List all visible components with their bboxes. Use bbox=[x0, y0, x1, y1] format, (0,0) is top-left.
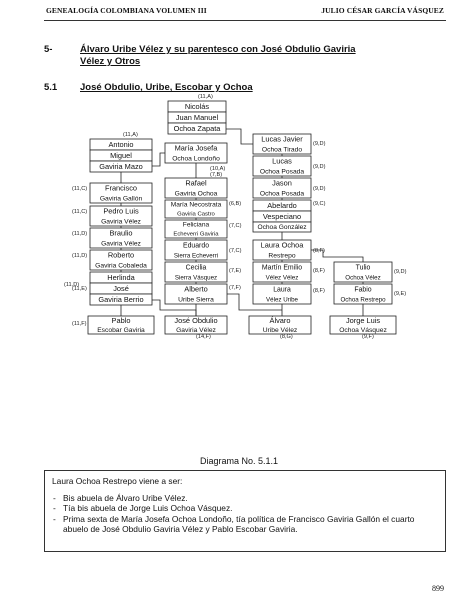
note-box bbox=[44, 470, 446, 552]
person-box-lucas-javier bbox=[253, 134, 311, 154]
person-name-line: Abelardo bbox=[267, 201, 297, 211]
subsection-number: 5.1 bbox=[44, 82, 58, 93]
note-item: - Prima sexta de María Josefa Ochoa Londoño, tía política de Francisco Gaviria Gallón el cuarto abuelo de José Obdulio Gaviria Vélez y Pablo Escobar Gaviria. bbox=[52, 514, 438, 535]
person-name-line: Gaviria Ochoa bbox=[174, 190, 218, 198]
person-name-line: Rafael bbox=[185, 178, 207, 188]
section-title-line-2: Vélez y Otros bbox=[80, 56, 141, 67]
running-header-left: GENEALOGÍA COLOMBIANA VOLUMEN III bbox=[46, 6, 207, 15]
person-name-line: Gaviria Vélez bbox=[176, 327, 216, 335]
person-name-line: Ochoa Vásquez bbox=[339, 327, 387, 335]
person-name-line: Lucas Javier bbox=[261, 134, 303, 144]
person-name-line: Ochoa Londoño bbox=[172, 155, 220, 163]
person-name-line: Ochoa Posada bbox=[259, 190, 305, 198]
person-box-cecilia bbox=[165, 262, 227, 282]
grid-reference-label: (6,B) bbox=[229, 201, 242, 207]
person-name-line: Jason bbox=[272, 178, 292, 188]
person-name-line: José bbox=[113, 284, 129, 294]
person-name-line: Francisco bbox=[104, 183, 138, 193]
person-name-line: Ochoa Vélez bbox=[345, 274, 381, 282]
person-name-line: Vélez Uribe bbox=[266, 296, 298, 304]
grid-reference-label: (10,A) bbox=[210, 166, 226, 172]
person-name-line: Feliciana bbox=[182, 221, 210, 229]
grid-reference-label: (7,F) bbox=[229, 285, 241, 291]
note-item: - Bis abuela de Álvaro Uribe Vélez. bbox=[52, 493, 438, 504]
person-name-line: María Necostrata bbox=[170, 201, 222, 209]
person-box-rafael bbox=[165, 178, 227, 198]
grid-reference-label: (7,C) bbox=[229, 248, 242, 254]
person-box-laura-velez bbox=[253, 284, 311, 304]
person-name-line: Roberto bbox=[107, 250, 135, 260]
grid-reference-label: (8,F) bbox=[313, 288, 325, 294]
person-box-vespeciano bbox=[253, 211, 311, 222]
person-name-line: Braulio bbox=[109, 228, 133, 238]
person-box-alberto bbox=[165, 284, 227, 304]
person-box-maria-necostrata bbox=[165, 200, 227, 218]
person-box-gaviria-berrio bbox=[90, 294, 152, 305]
person-box-jose bbox=[90, 283, 152, 294]
person-name-line: Álvaro bbox=[269, 316, 291, 326]
person-box-lucas bbox=[253, 156, 311, 176]
grid-reference-label: (9,E) bbox=[394, 291, 407, 297]
grid-reference-label: (11,C) bbox=[72, 209, 88, 215]
person-name-line: Gaviria Vélez bbox=[101, 218, 141, 226]
section-number: 5- bbox=[44, 44, 53, 55]
note-intro: Laura Ochoa Restrepo viene a ser: bbox=[52, 476, 183, 486]
person-box-antonio bbox=[90, 139, 152, 150]
grid-reference-label: (9,C) bbox=[313, 201, 326, 207]
person-name-line: Sierra Echeverri bbox=[173, 252, 219, 260]
note-item: - Tía bis abuela de Jorge Luis Ochoa Vásquez. bbox=[52, 503, 438, 514]
grid-reference-label: (9,D) bbox=[313, 186, 326, 192]
person-name-line: Alberto bbox=[184, 284, 208, 294]
person-box-jason bbox=[253, 178, 311, 198]
person-name-line: Cecilia bbox=[185, 264, 207, 272]
subsection-title: José Obdulio, Uribe, Escobar y Ochoa bbox=[80, 82, 253, 93]
grid-reference-label: (11,A) bbox=[123, 132, 138, 138]
person-name-line: Restrepo bbox=[268, 252, 296, 260]
grid-reference-label: (9,D) bbox=[394, 269, 407, 275]
person-box-feliciana bbox=[165, 220, 227, 238]
person-box-eduardo bbox=[165, 240, 227, 260]
person-name-line: Jorge Luis bbox=[345, 316, 381, 326]
person-name-line: Gaviria Gallón bbox=[99, 195, 143, 203]
person-name-line: Ochoa Tirado bbox=[261, 146, 303, 154]
person-box-laura-ochoa bbox=[253, 240, 311, 260]
note-list bbox=[52, 493, 438, 535]
person-name-line: Laura Ochoa bbox=[260, 240, 304, 250]
person-name-line: José Obdulio bbox=[174, 316, 218, 326]
person-box-braulio bbox=[90, 228, 152, 248]
grid-reference-label: (9,D) bbox=[313, 164, 326, 170]
person-name-line: Ochoa Zapata bbox=[173, 124, 221, 134]
person-box-jose-obdulio bbox=[165, 316, 227, 334]
grid-reference-label: (8,G) bbox=[280, 334, 293, 340]
person-name-line: Pedro Luis bbox=[103, 206, 139, 216]
person-name-line: Echeverri Gaviria bbox=[173, 231, 219, 238]
person-name-line: Gaviria Mazo bbox=[99, 162, 143, 172]
grid-reference-label: (9,F) bbox=[362, 334, 374, 340]
person-box-gaviria-mazo bbox=[90, 161, 152, 172]
person-box-ochoa-zapata bbox=[168, 123, 226, 134]
person-name-line: Gaviria Castro bbox=[177, 211, 215, 218]
person-name-line: Vespeciano bbox=[262, 212, 302, 222]
grid-reference-label: (11,D) bbox=[72, 231, 88, 237]
grid-reference-label: (9,D) bbox=[313, 141, 326, 147]
person-name-line: Lucas bbox=[272, 156, 292, 166]
person-box-fabio bbox=[334, 284, 392, 304]
person-name-line: Pablo bbox=[111, 316, 131, 326]
person-box-abelardo bbox=[253, 200, 311, 211]
grid-reference-label: (7,E) bbox=[229, 268, 242, 274]
grid-reference-label: (11,C) bbox=[72, 186, 88, 192]
person-box-maria-josefa bbox=[165, 143, 227, 163]
page-number: 899 bbox=[432, 584, 444, 593]
person-name-line: Martín Emilio bbox=[261, 264, 303, 272]
person-name-line: Sierra Vásquez bbox=[174, 274, 218, 282]
person-name-line: María Josefa bbox=[174, 143, 218, 153]
person-name-line: Uribe Vélez bbox=[262, 327, 298, 335]
connector-line bbox=[226, 129, 253, 144]
person-box-roberto bbox=[90, 250, 152, 270]
person-name-line: Nicolás bbox=[184, 102, 210, 112]
person-name-line: Escobar Gaviria bbox=[97, 327, 145, 335]
person-box-herlinda bbox=[90, 272, 152, 283]
grid-reference-label: (8,F) bbox=[313, 248, 325, 254]
person-name-line: Antonio bbox=[108, 140, 134, 150]
grid-reference-label: (11,E) bbox=[72, 286, 87, 292]
person-name-line: Herlinda bbox=[107, 273, 135, 283]
person-name-line: Miguel bbox=[110, 151, 132, 161]
connector-line bbox=[152, 153, 165, 166]
person-box-juan-manuel bbox=[168, 112, 226, 123]
person-name-line: Ochoa Restrepo bbox=[340, 296, 386, 304]
person-box-jorge-luis bbox=[330, 316, 396, 334]
diagram-caption: Diagrama No. 5.1.1 bbox=[200, 456, 279, 466]
person-name-line: Laura bbox=[273, 286, 291, 294]
person-name-line: Fabio bbox=[354, 286, 372, 294]
person-box-nicolas bbox=[168, 101, 226, 112]
person-name-line: Gaviria Cobaleda bbox=[95, 262, 147, 270]
grid-reference-label: (8,F) bbox=[313, 268, 325, 274]
running-header-right: JULIO CÉSAR GARCÍA VÁSQUEZ bbox=[321, 6, 444, 15]
grid-reference-label: (11,D) bbox=[64, 282, 80, 288]
person-name-line: Tulio bbox=[355, 264, 371, 272]
grid-reference-label: (11,F) bbox=[72, 321, 87, 327]
person-box-martin-emilio bbox=[253, 262, 311, 282]
person-name-line: Gaviria Berrio bbox=[98, 295, 144, 305]
person-name-line: Gaviria Vélez bbox=[101, 240, 141, 248]
grid-reference-label: (11,D) bbox=[72, 253, 88, 259]
person-name-line: Ochoa González bbox=[257, 224, 307, 232]
grid-reference-label: (7,B) bbox=[210, 172, 223, 178]
grid-reference-label: (11,A) bbox=[198, 94, 213, 100]
person-box-ochoa-gonzalez bbox=[253, 222, 311, 232]
person-name-line: Eduardo bbox=[182, 242, 210, 250]
section-title-line-1: Álvaro Uribe Vélez y su parentesco con José Obdulio Gaviria bbox=[80, 44, 356, 55]
person-box-alvaro bbox=[249, 316, 311, 334]
person-box-francisco bbox=[90, 183, 152, 203]
person-name-line: Vélez Vélez bbox=[265, 274, 299, 282]
person-box-tulio bbox=[334, 262, 392, 282]
person-name-line: Juan Manuel bbox=[175, 113, 219, 123]
person-name-line: Uribe Sierra bbox=[178, 296, 214, 304]
grid-reference-label: (14,F) bbox=[196, 334, 211, 340]
person-box-pedro-luis bbox=[90, 206, 152, 226]
person-box-miguel bbox=[90, 150, 152, 161]
person-name-line: Ochoa Posada bbox=[259, 168, 305, 176]
person-box-pablo bbox=[88, 316, 154, 334]
grid-reference-label: (7,C) bbox=[229, 223, 242, 229]
